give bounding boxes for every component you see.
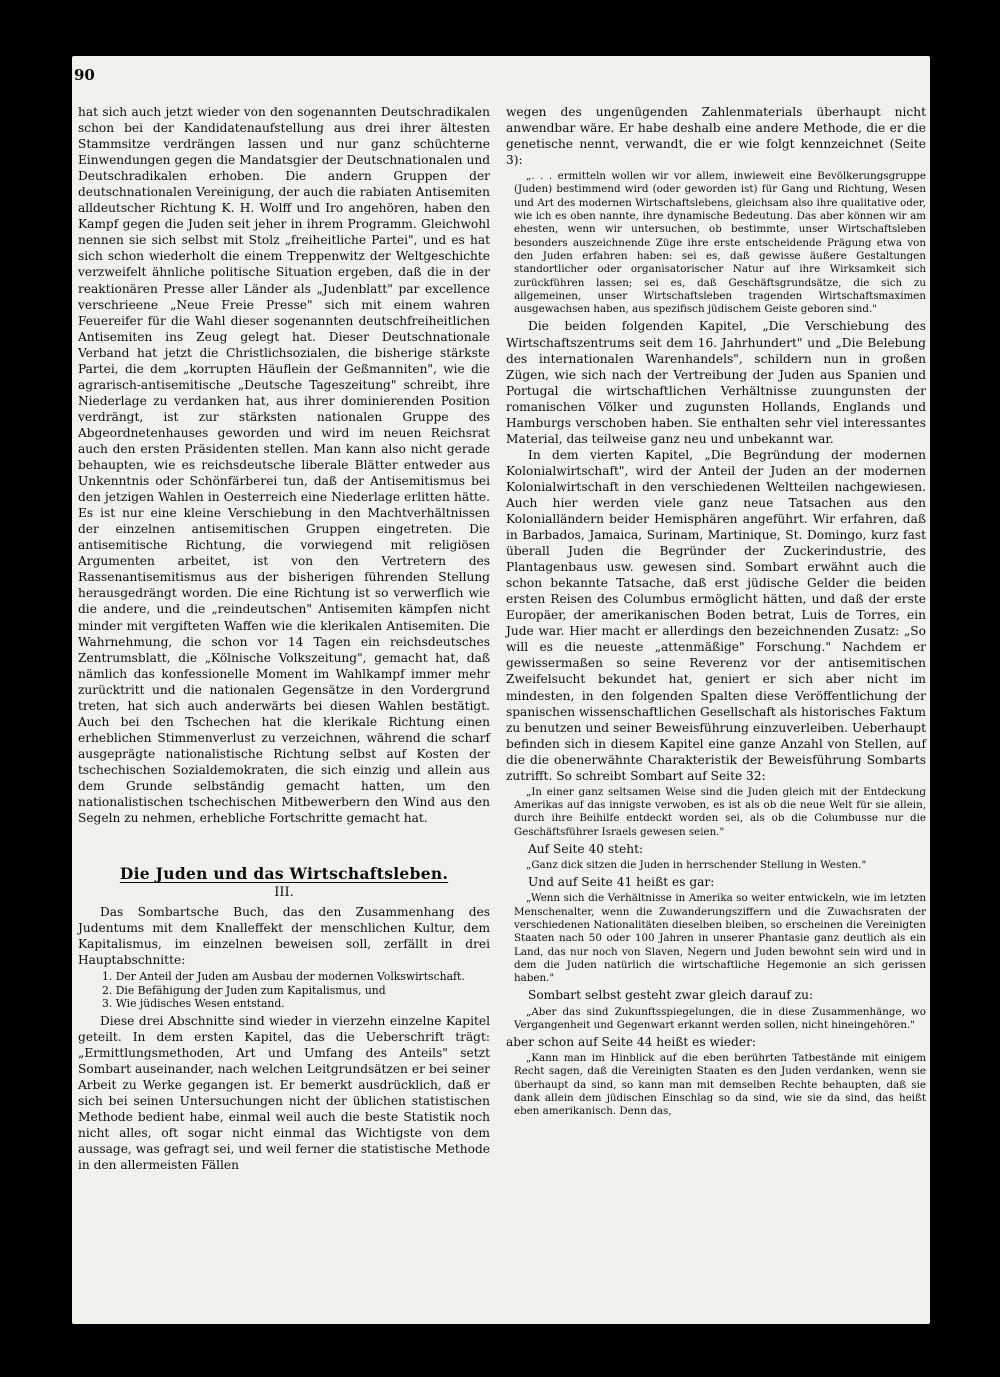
right-paragraph-1: wegen des ungenügenden Zahlenmaterials überhaupt nicht anwendbar wäre. Er habe deshalb eine andere Methode, die er die genetische nennt, verwandt, die er wie folgt kennzeichnet (Seite 3): [506,105,926,168]
right-paragraph-6: Sombart selbst gesteht zwar gleich darauf zu: [528,988,814,1003]
quote-6: „Kann man im Hinblick auf die eben berührten Tatbestände mit einigem Recht sagen, daß die Vereinigten Staaten es den Juden verdanken, wenn sie überhaupt da sind, so kann man mit demselben Rechte behaupten, daß sie dank allein dem jüdischen Einschlag so da sind, wie sie da sind, das heißt eben amerikanisch. Denn das, [514,1052,926,1118]
right-column [506,104,926,1121]
article-heading: Die Juden und das Wirtschaftsleben. [119,864,449,884]
quote-3: „Ganz dick sitzen die Juden in herrschender Stellung in Westen." [526,859,867,872]
quote-2: „In einer ganz seltsamen Weise sind die Juden gleich mit der Entdeckung Amerikas auf das innigste verwoben, es ist als ob die neue Welt für sie allein, durch ihre Beihilfe entdeckt worden sei, als ob die Columbusse nur die Geschäftsführer Israels gewesen seien." [514,785,926,838]
article-part-number: III. [274,885,294,901]
section-list [102,970,490,1011]
right-paragraph-3: In dem vierten Kapitel, „Die Begründung der modernen Kolonialwirtschaft", wird der Anteil der Juden an der modernen Kolonialwirtschaft in den verschiedenen Weltteilen nachgewiesen. Auch hier werden viele ganz neue Tatsachen aus den Kolonialländern beider Hemisphären angeführt. Wir erfahren, daß in Barbados, Jamaica, Surinam, Martinique, St. Domingo, kurz fast überall Juden die Begründer der Zuckerindustrie, des Plantagenbaus usw. gewesen sind. Sombart erwähnt auch die schon bekannte Tatsache, daß erst jüdische Gelder die beiden ersten Reisen des Columbus ermöglicht hätten, und daß der erste Europäer, der amerikanischen Boden betrat, Luis de Torres, ein Jude war. Hier macht er allerdings den bezeichnenden Zusatz: „So will es die neueste „attenmäßige" Forschung." Nachdem er gewissermaßen so seine Reverenz vor der antisemitischen Zweifelsucht bekundet hat, geniert er sich aber nicht im mindesten, in den folgenden Spalten diese Veröffentlichung der spanischen wissenschaftlichen Gesellschaft als historisches Faktum zu benutzen und seiner Beweisführung einzuverleiben. Ueberhaupt befinden sich in diesem Kapitel eine ganze Anzahl von Stellen, auf die die obenerwähnte Charakteristik der Beweisführung Sombarts zutrifft. So schreibt Sombart auf Seite 32: [506,447,926,783]
right-paragraph-7: aber schon auf Seite 44 heißt es wieder: [506,1035,756,1050]
left-paragraph-3: Diese drei Abschnitte sind wieder in vierzehn einzelne Kapitel geteilt. In dem ersten Kapitel, das die Ueberschrift trägt: „Ermittlungsmethoden, Art und Umfang des Anteils" setzt Sombart auseinander, nach welchen Leitgrundsätzen er bei seiner Arbeit zu Werke gegangen ist. Er bemerkt ausdrücklich, daß er sich bei seinen Untersuchungen nicht der üblichen statistischen Methode bedient habe, einmal weil auch die beste Statistik noch nicht alles, oft sogar nicht einmal das Wichtigste von dem aussage, was gefragt sei, und weil ferner die statistische Methode in den allermeisten Fällen [78,1013,490,1173]
quote-1: „. . . ermitteln wollen wir vor allem, inwieweit eine Bevölkerungsgruppe (Juden) bestimmend wird (oder geworden ist) für Gang und Richtung, Wesen und Art des modernen Wirtschaftslebens, gleichsam also ihre qualitative oder, wie ich es oben nannte, ihre dynamische Bedeutung. Das aber können wir am ehesten, wenn wir untersuchen, ob bestimmte, unser Wirtschaftsleben besonders auszeichnende Züge ihre erste entscheidende Prägung etwa von den Juden erfahren haben: sei es, daß gewisse äußere Gestaltungen standortlicher oder organisatorischer Natur auf ihre Wirksamkeit sich zurückführen lassen; sei es, daß Geschäftsgrundsätze, die sich zu allgemeinen, unser Wirtschaftsleben tragenden Wirtschaftsmaximen ausgewachsen haben, aus spezifisch jüdischem Geiste geboren sind." [514,170,926,316]
quote-4: „Wenn sich die Verhältnisse in Amerika so weiter entwickeln, wie im letzten Menschenalter, wenn die Zuwanderungsziffern und die Zuwachsraten der verschiedenen Nationalitäten dieselben bleiben, so erscheinen die Vereinigten Staaten nach 50 oder 100 Jahren in unserer Phantasie ganz deutlich als ein Land, das nur noch von Slaven, Negern und Juden bewohnt sein wird und in dem die Juden natürlich die wirtschaftliche Hegemonie an sich gerissen haben." [514,892,926,985]
right-paragraph-2: Die beiden folgenden Kapitel, „Die Verschiebung des Wirtschaftszentrums seit dem 16. Jahrhundert" und „Die Belebung des internationalen Warenhandels", schildern nun in großen Zügen, wie sich nach der Vertreibung der Juden aus Spanien und Portugal die wirtschaftlichen Verhältnisse zuungunsten der romanischen Völker und zugunsten Hollands, Englands und Hamburgs verschoben haben. Sie enthalten sehr viel interessantes Material, das teilweise ganz neu und unbekannt war. [506,319,926,446]
page-number: 90 [74,66,95,84]
list-item: 3. Wie jüdisches Wesen entstand. [102,997,285,1011]
left-column [78,104,490,1173]
newspaper-page [72,56,930,1324]
quote-5: „Aber das sind Zukunftsspiegelungen, die in diese Zusammenhänge, wo Vergangenheit und Gegenwart erkannt werden sollen, nicht hineingehören." [514,1005,926,1031]
list-item: 2. Die Befähigung der Juden zum Kapitalismus, und [102,983,386,997]
left-paragraph-1: hat sich auch jetzt wieder von den sogenannten Deutschradikalen schon bei der Kandidatenaufstellung aus drei ihrer ältesten Stammsitze verdrängen lassen und nur ganz schüchterne Einwendungen gegen die Mandatsgier der Deutschnationalen und Deutschradikalen erhoben. Die andern Gruppen der deutschnationalen Vereinigung, der auch die rabiaten Antisemiten alldeutscher Richtung K. H. Wolff und Iro angehören, haben den Kampf gegen die Juden seit jeher in ihrem Programm. Gleichwohl nennen sie sich selbst mit Stolz „freiheitliche Partei", und es hat sich schon wiederholt die einem Treppenwitz der Weltgeschichte verzweifelt ähnliche politische Situation ergeben, daß die in der reaktionären Presse aller Länder als „Judenblatt" par excellence verschrieene „Neue Freie Presse" sich mit einem wahren Feuereifer für die Wahl dieser sogenannten deutschfreiheitlichen Antisemiten ins Zeug gelegt hat. Dieser Deutschnationale Verband hat jetzt die Christlichsozialen, die bisherige stärkste Partei, die dem „korrupten Häuflein der Geßmanniten", wie die agrarisch-antisemitische „Deutsche Tageszeitung" schreibt, ihre Niederlage zu verdanken hat, aus ihrer dominierenden Position verdrängt, ist zur stärksten nationalen Gruppe des Abgeordnetenhauses geworden und wird im neuen Reichsrat auch den ersten Präsidenten stellen. Man kann also nicht gerade behaupten, wie es reichsdeutsche liberale Blätter entweder aus Unkenntnis oder Schönfärberei tun, daß der Antisemitismus bei den jetzigen Wahlen in Oesterreich eine Niederlage erlitten hätte. Es ist nur eine kleine Verschiebung in den Machtverhältnissen der einzelnen antisemitischen Gruppen eingetreten. Die antisemitische Richtung, die vorwiegend mit religiösen Argumenten arbeitet, ist von den Vertretern des Rassenantisemitismus aus der bisherigen führenden Stellung herausgedrängt worden. Die eine Richtung ist so verwerflich wie die andere, und die „reindeutschen" Antisemiten kämpfen nicht minder mit vergifteten Waffen wie die klerikalen Antisemiten. Die Wahrnehmung, die schon vor 14 Tagen ein reichsdeutsches Zentrumsblatt, die „Kölnische Volkszeitung", gemacht hat, daß nämlich das konfessionelle Moment im Wahlkampf immer mehr zurücktritt und die nationalen Gegensätze in den Vordergrund treten, hat sich auch anderwärts bei diesen Wahlen bestätigt. Auch bei den Tschechen hat die klerikale Richtung einen erheblichen Stimmenverlust zu verzeichnen, während die scharf ausgeprägte nationalistische Richtung selbst auf Kosten der tschechischen Sozialdemokraten, die sich einzig und allein aus dem Grunde selbständig gemacht hatten, um den nationalistischen tschechischen Mitbewerbern den Wind aus den Segeln zu nehmen, erhebliche Fortschritte gemacht hat. [78,105,490,826]
list-item: 1. Der Anteil der Juden am Ausbau der modernen Volkswirtschaft. [102,970,465,984]
right-paragraph-4: Auf Seite 40 steht: [528,842,644,856]
left-paragraph-2: Das Sombartsche Buch, das den Zusammenhang des Judentums mit dem Knalleffekt der menschlichen Kultur, dem Kapitalismus, im einzelnen beweisen soll, zerfällt in drei Hauptabschnitte: [78,905,490,968]
right-paragraph-5: Und auf Seite 41 heißt es gar: [528,875,715,890]
